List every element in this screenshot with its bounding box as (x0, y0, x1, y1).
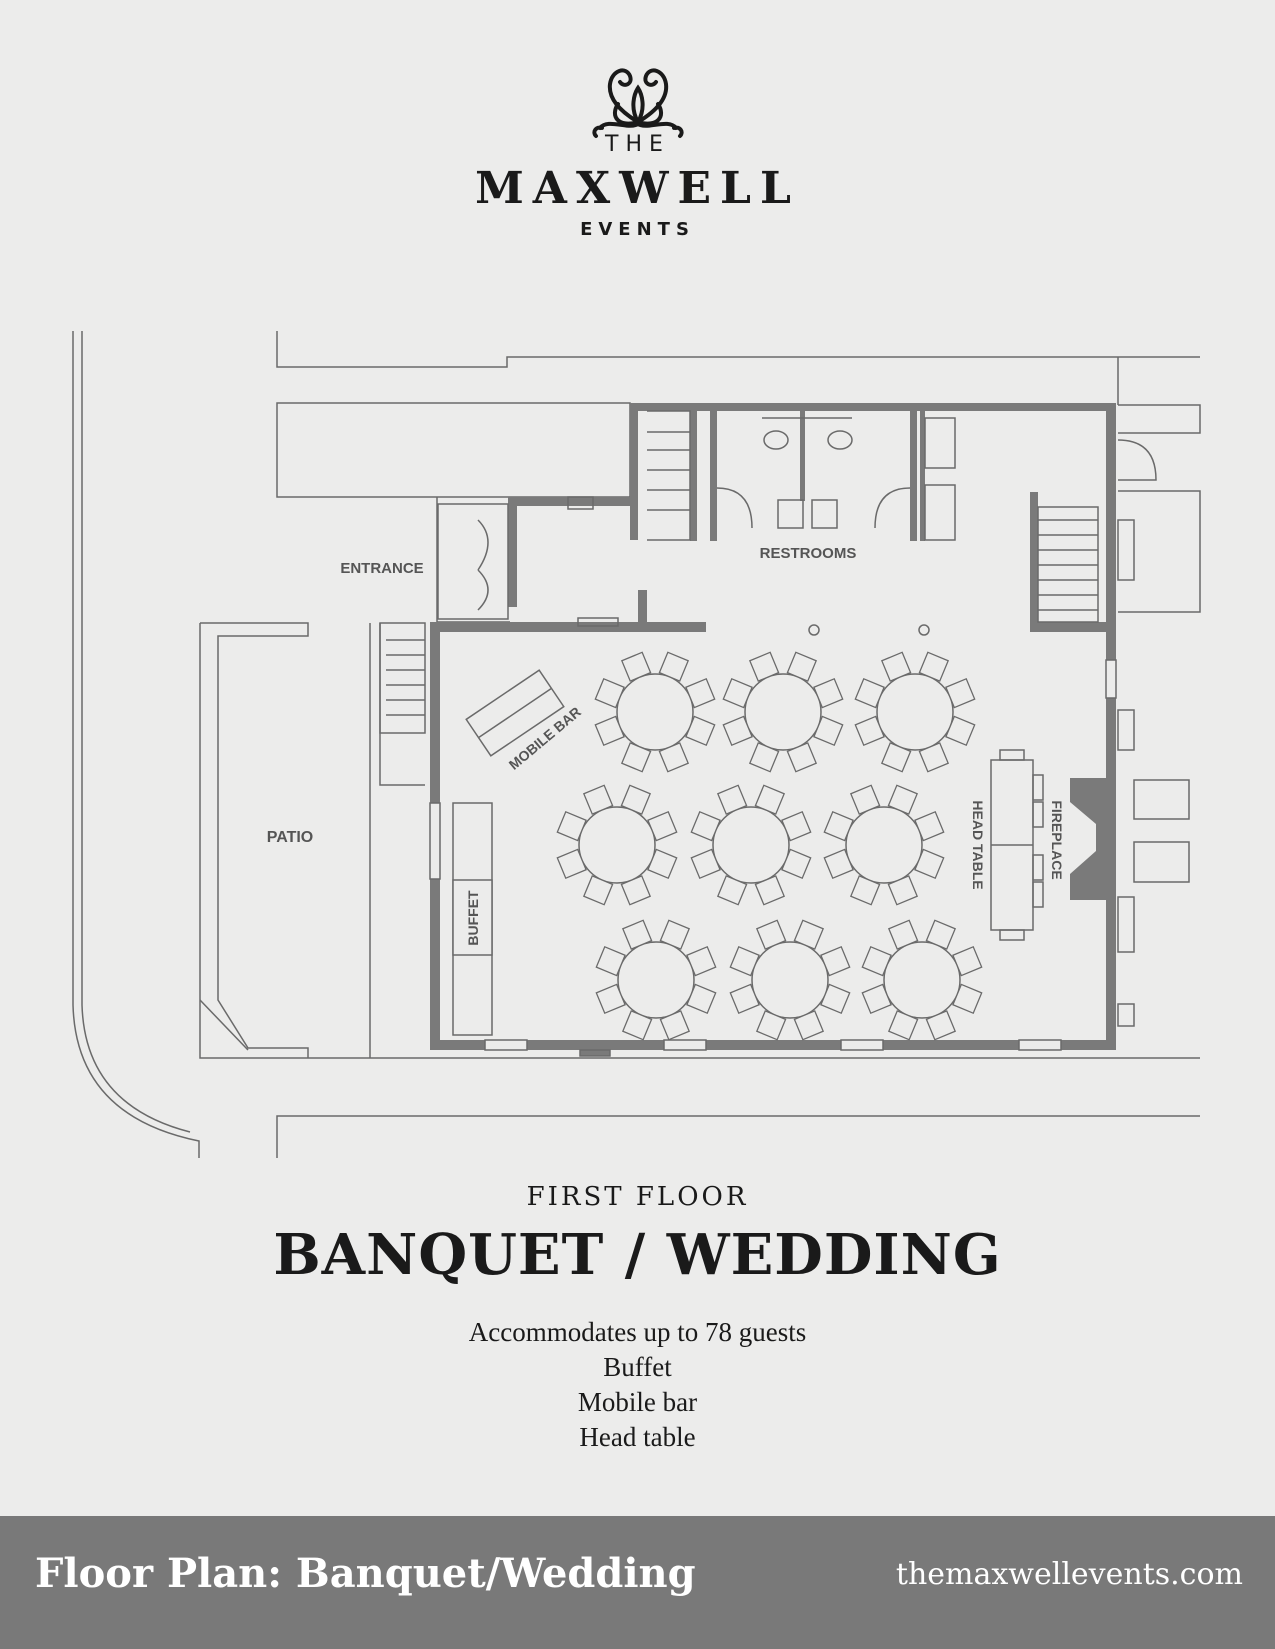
chair (882, 652, 911, 681)
fireplace-label: FIREPLACE (1049, 800, 1065, 880)
chair (596, 947, 625, 976)
feature-list (0, 1315, 1275, 1455)
chair (915, 849, 944, 878)
page-title: BANQUET / WEDDING (273, 1222, 1002, 1288)
round-table (595, 652, 714, 771)
chair (953, 984, 982, 1013)
chair (621, 876, 650, 905)
chair (851, 785, 880, 814)
windows (430, 660, 1116, 1056)
chair (889, 1011, 918, 1040)
patio-label: PATIO (266, 829, 314, 846)
chair (757, 1011, 786, 1040)
buffet-label: BUFFET (465, 890, 481, 946)
round-table (855, 652, 974, 771)
chair (821, 947, 850, 976)
round-table (730, 920, 849, 1039)
chair (691, 812, 720, 841)
chair (855, 679, 884, 708)
chair (622, 652, 651, 681)
website-link[interactable]: themaxwellevents.com (895, 1557, 1243, 1592)
logo-events: EVENTS (580, 219, 695, 240)
chair (557, 812, 586, 841)
chair (686, 716, 715, 745)
logo (0, 58, 1275, 240)
chair (687, 984, 716, 1013)
chair (750, 743, 779, 772)
chair (821, 984, 850, 1013)
chair (946, 716, 975, 745)
chair (686, 679, 715, 708)
floor-subtitle: FIRST FLOOR (526, 1182, 749, 1212)
feature-item: Buffet (603, 1352, 672, 1382)
logo-name: MAXWELL (475, 163, 800, 214)
chair (718, 876, 747, 905)
round-table (824, 785, 943, 904)
chair (730, 984, 759, 1013)
chair (648, 849, 677, 878)
chair (915, 812, 944, 841)
chair (862, 984, 891, 1013)
chair (595, 716, 624, 745)
pillars (809, 625, 929, 635)
chair (919, 743, 948, 772)
chair (660, 1011, 689, 1040)
chair (723, 679, 752, 708)
chair (889, 920, 918, 949)
chair (623, 1011, 652, 1040)
chair (926, 920, 955, 949)
feature-item: Accommodates up to 78 guests (468, 1317, 807, 1347)
chair (691, 849, 720, 878)
chair (782, 812, 811, 841)
chair (787, 743, 816, 772)
chair (953, 947, 982, 976)
round-table (557, 785, 676, 904)
chair (814, 679, 843, 708)
head-table (991, 750, 1043, 940)
interior-walls (430, 403, 1116, 1050)
chair (595, 679, 624, 708)
chair (782, 849, 811, 878)
chair (660, 920, 689, 949)
chair (794, 920, 823, 949)
chair (584, 876, 613, 905)
chair (926, 1011, 955, 1040)
chair (946, 679, 975, 708)
chair (687, 947, 716, 976)
chair (596, 984, 625, 1013)
chair (750, 652, 779, 681)
head-table-label: HEAD TABLE (970, 800, 986, 890)
chair (824, 849, 853, 878)
chair (888, 876, 917, 905)
chair (557, 849, 586, 878)
floor-plan (0, 320, 1275, 1170)
chair (755, 876, 784, 905)
chair (730, 947, 759, 976)
chair (622, 743, 651, 772)
chair (648, 812, 677, 841)
feature-item: Mobile bar (577, 1387, 698, 1417)
footer-bar (0, 1516, 1275, 1649)
chair (851, 876, 880, 905)
chair (584, 785, 613, 814)
chair (755, 785, 784, 814)
logo-ornament-icon (588, 58, 688, 140)
chair (623, 920, 652, 949)
chair (787, 652, 816, 681)
round-tables (557, 652, 981, 1039)
chair (659, 743, 688, 772)
chair (888, 785, 917, 814)
restrooms-label: RESTROOMS (759, 545, 857, 562)
chair (824, 812, 853, 841)
chair (723, 716, 752, 745)
chair (862, 947, 891, 976)
round-table (596, 920, 715, 1039)
mobile-bar-label: MOBILE BAR (505, 703, 584, 773)
logo-the: THE (605, 132, 670, 157)
chair (757, 920, 786, 949)
chair (882, 743, 911, 772)
chair (621, 785, 650, 814)
entrance-label: ENTRANCE (340, 560, 424, 577)
chair (919, 652, 948, 681)
footer-title: Floor Plan: Banquet/Wedding (35, 1550, 696, 1597)
chair (659, 652, 688, 681)
round-table (862, 920, 981, 1039)
chair (814, 716, 843, 745)
round-table (723, 652, 842, 771)
feature-item: Head table (579, 1422, 696, 1452)
chair (855, 716, 884, 745)
round-table (691, 785, 810, 904)
chair (794, 1011, 823, 1040)
chair (718, 785, 747, 814)
